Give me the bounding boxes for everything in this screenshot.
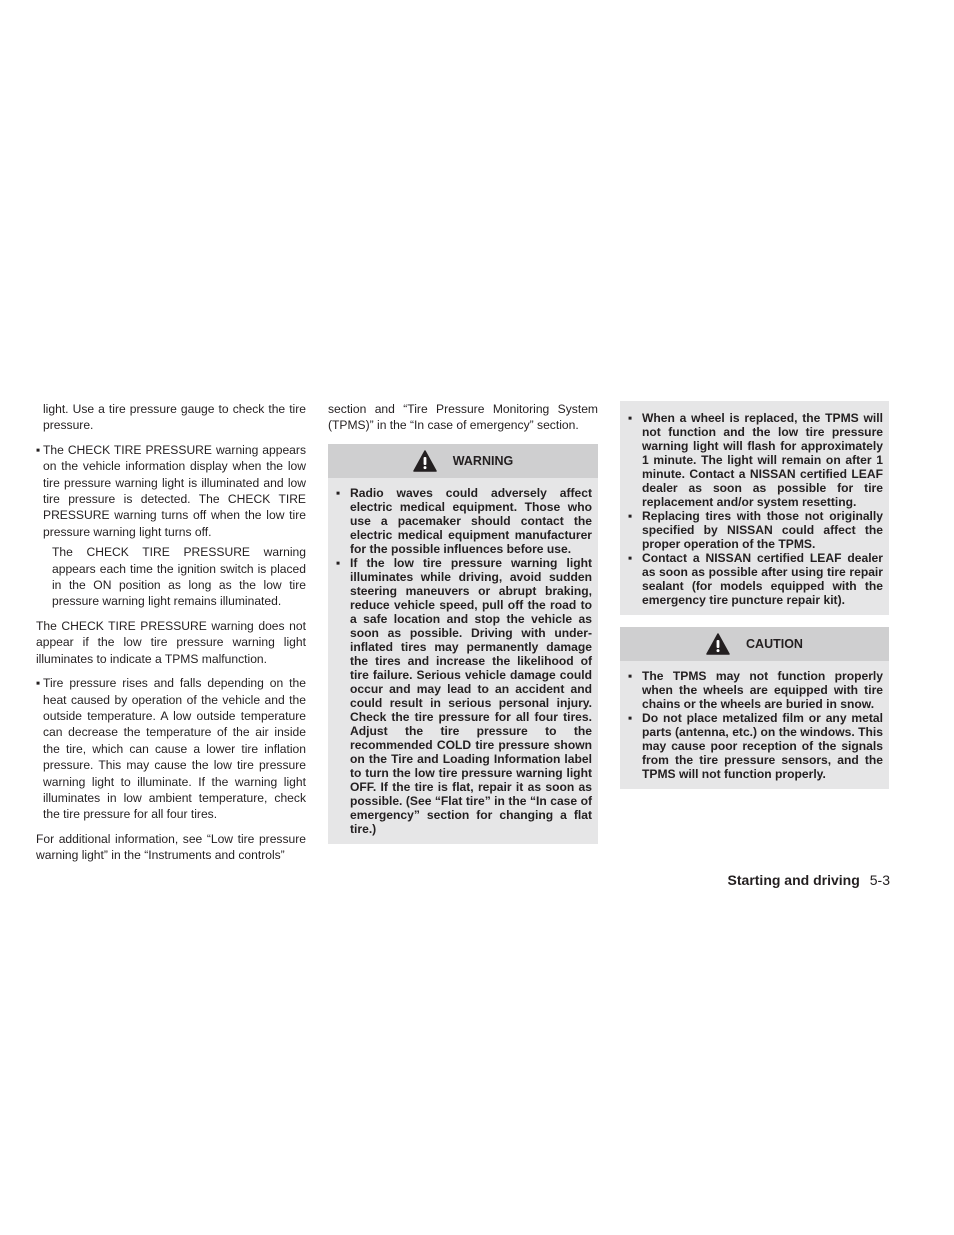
warning-item — [626, 551, 883, 607]
caution-header — [620, 627, 889, 661]
caution-item-text: The TPMS may not function properly when the wheels are equipped with tire chains or the wheels are buried in snow. — [642, 669, 883, 711]
paragraph-additional-info: For additional information, see “Low tire pressure warning light” in the “Instruments and controls” — [36, 831, 306, 863]
warning-list — [328, 478, 598, 836]
bullet-marker: ▪ — [36, 676, 41, 691]
bullet-marker: ▪ — [628, 509, 633, 523]
column-2 — [328, 401, 598, 844]
bullet-text: The CHECK TIRE PRESSURE warning appears on the vehicle information display when the low tire pressure warning light is illuminated and low tire pressure is detected. The CHECK TIRE PRESSURE warning turns off when the low tire pressure warning light turns off. — [43, 442, 306, 539]
paragraph-continued: section and “Tire Pressure Monitoring System (TPMS)” in the “In case of emergency” section. — [328, 402, 598, 433]
column-1 — [36, 401, 306, 864]
bullet-marker: ▪ — [336, 485, 341, 500]
caution-title: CAUTION — [746, 637, 803, 651]
bullet-marker: ▪ — [628, 711, 633, 725]
warning-item — [334, 486, 592, 556]
bullet-marker: ▪ — [628, 551, 633, 565]
bullet-marker: ▪ — [36, 442, 41, 457]
bullet-check-tire-warning — [36, 442, 306, 540]
page-footer — [728, 872, 890, 888]
warning-item — [626, 411, 883, 509]
warning-triangle-icon — [413, 450, 437, 472]
warning-item — [626, 509, 883, 551]
bullet-text: Tire pressure rises and falls depending on the heat caused by operation of the vehicle and the outside temperature. A low outside temperature can decrease the temperature of the air inside the tire, which can cause a lower tire inflation pressure. This may cause the low tire pressure warning light to illuminate. If the warning light illuminates in low ambient temperature, check the tire pressure for all four tires. — [43, 676, 306, 822]
warning-box-continued — [620, 401, 889, 615]
warning-title: WARNING — [452, 453, 514, 468]
paragraph-malfunction: The CHECK TIRE PRESSURE warning does not appear if the low tire pressure warning light illuminates to indicate a TPMS malfunction. — [36, 618, 306, 666]
footer-section-title: Starting and driving — [727, 872, 860, 888]
footer-page-number: 5-3 — [869, 872, 890, 888]
sub-paragraph: The CHECK TIRE PRESSURE warning appears each time the ignition switch is placed in the ON position as long as the low tire pressure warning light remains illuminated. — [52, 545, 306, 609]
column-3 — [620, 401, 889, 789]
bullet-marker: ▪ — [628, 669, 633, 683]
caution-item-text: Do not place metalized film or any metal parts (antenna, etc.) on the windows. This may cause poor reception of the signals from the tire pressure sensors, and the TPMS will not function properly. — [642, 711, 883, 781]
bullet-marker: ▪ — [628, 411, 633, 425]
warning-item — [334, 556, 592, 836]
warning-item-text: When a wheel is replaced, the TPMS will not function and the low tire pressure warning light will flash for approximately 1 minute. The light will remain on after 1 minute. Contact a NISSAN certified LEAF dealer as soon as possible for tire replacement and/or system resetting. — [642, 411, 883, 509]
caution-item — [626, 711, 883, 781]
warning-header — [328, 444, 598, 478]
bullet-tire-pressure-temperature — [36, 675, 306, 823]
warning-item-text: Replacing tires with those not originally specified by NISSAN could affect the proper operation of the TPMS. — [642, 509, 883, 551]
caution-box — [620, 627, 889, 789]
paragraph-continued: light. Use a tire pressure gauge to check the tire pressure. — [43, 402, 306, 433]
caution-triangle-icon — [706, 633, 730, 655]
warning-box — [328, 444, 598, 844]
bullet-marker: ▪ — [336, 555, 341, 570]
warning-list-continued — [620, 401, 889, 607]
warning-item-text: Radio waves could adversely affect electric medical equipment. Those who use a pacemaker should contact the electric medical equipment manufacturer for the possible influences before use. — [350, 485, 592, 556]
warning-item-text: If the low tire pressure warning light illuminates while driving, avoid sudden steering maneuvers or abrupt braking, reduce vehicle speed, pull off the road to a safe location and stop the vehicle as soon as possible. Driving with under-inflated tires may permanently damage the tires and increase the likelihood of tire failure. Serious vehicle damage could occur and may lead to an accident and could result in serious personal injury. Check the tire pressure for all four tires. Adjust the tire pressure to the recommended COLD tire pressure shown on the Tire and Loading Information label to turn the low tire pressure warning light OFF. If the tire is flat, repair it as soon as possible. (See “Flat tire” in the “In case of emergency” section for changing a flat tire.) — [350, 555, 592, 836]
caution-list — [620, 661, 889, 781]
warning-item-text: Contact a NISSAN certified LEAF dealer as soon as possible after using tire repair sealant (for models equipped with the emergency tire puncture repair kit). — [642, 551, 883, 607]
caution-item — [626, 669, 883, 711]
